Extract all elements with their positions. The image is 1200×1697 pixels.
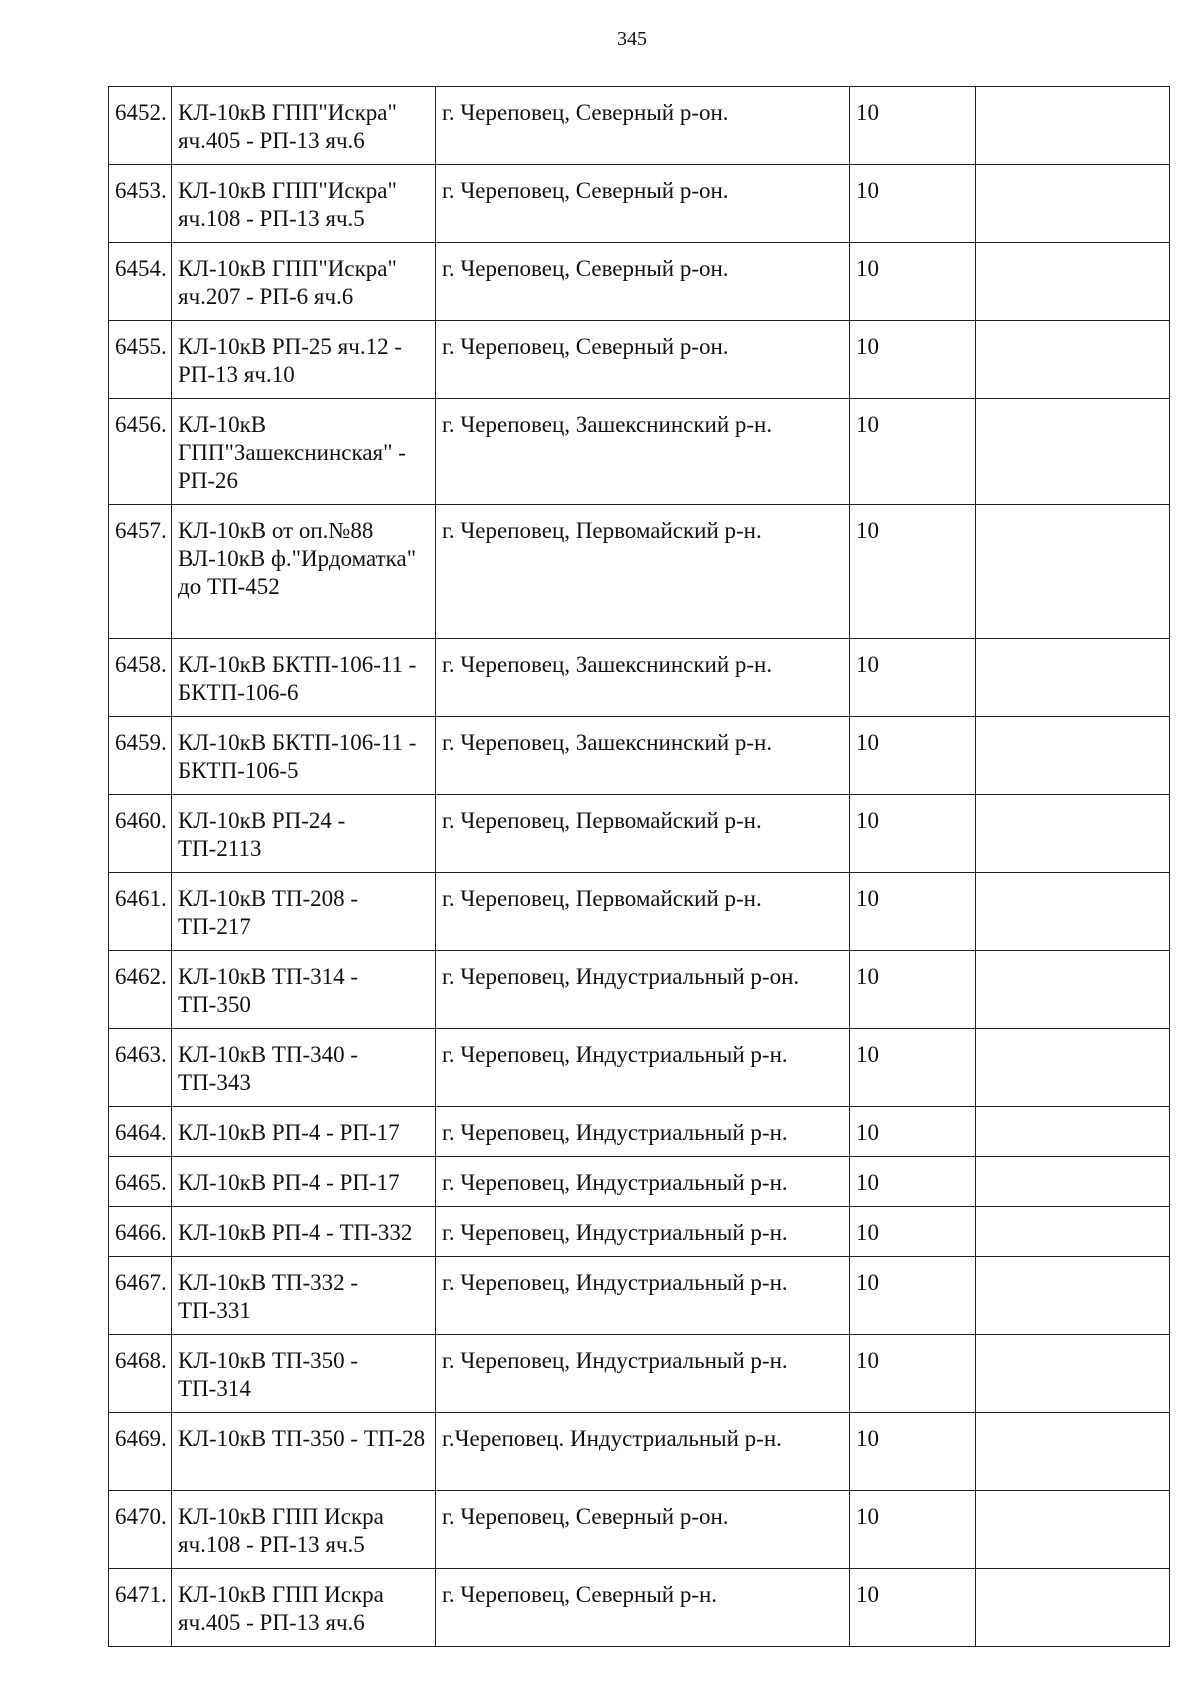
row-number-cell: 6453.	[109, 165, 172, 243]
table-row	[109, 1157, 1170, 1207]
voltage-cell: 10	[850, 1207, 976, 1257]
table-row	[109, 505, 1170, 639]
location-cell: г. Череповец, Зашекснинский р-н.	[436, 639, 850, 717]
notes-cell	[976, 1335, 1170, 1413]
row-number-cell: 6464.	[109, 1107, 172, 1157]
location-cell: г. Череповец, Индустриальный р-н.	[436, 1257, 850, 1335]
table-row	[109, 1491, 1170, 1569]
row-number-cell: 6458.	[109, 639, 172, 717]
voltage-cell: 10	[850, 1569, 976, 1647]
table-row	[109, 243, 1170, 321]
voltage-cell: 10	[850, 717, 976, 795]
table-row	[109, 321, 1170, 399]
table-row	[109, 1029, 1170, 1107]
row-number-cell: 6468.	[109, 1335, 172, 1413]
voltage-cell: 10	[850, 795, 976, 873]
notes-cell	[976, 1107, 1170, 1157]
voltage-cell: 10	[850, 1491, 976, 1569]
table-row	[109, 1207, 1170, 1257]
notes-cell	[976, 321, 1170, 399]
notes-cell	[976, 795, 1170, 873]
line-name-cell: КЛ-10кВ ТП-350 - ТП-28	[172, 1413, 436, 1491]
voltage-cell: 10	[850, 87, 976, 165]
notes-cell	[976, 873, 1170, 951]
row-number-cell: 6471.	[109, 1569, 172, 1647]
line-name-cell: КЛ-10кВ ТП-208 - ТП-217	[172, 873, 436, 951]
line-name-cell: КЛ-10кВ от оп.№88 ВЛ-10кВ ф."Ирдоматка" до ТП-452	[172, 505, 436, 639]
line-name-cell: КЛ-10кВ БКТП-106-11 - БКТП-106-6	[172, 639, 436, 717]
table-row	[109, 717, 1170, 795]
row-number-cell: 6465.	[109, 1157, 172, 1207]
row-number-cell: 6460.	[109, 795, 172, 873]
notes-cell	[976, 1257, 1170, 1335]
voltage-cell: 10	[850, 1257, 976, 1335]
voltage-cell: 10	[850, 243, 976, 321]
row-number-cell: 6456.	[109, 399, 172, 505]
table-row	[109, 873, 1170, 951]
line-name-cell: КЛ-10кВ ГПП"Искра" яч.108 - РП-13 яч.5	[172, 165, 436, 243]
location-cell: г. Череповец, Северный р-он.	[436, 165, 850, 243]
line-name-cell: КЛ-10кВ ГПП Искра яч.108 - РП-13 яч.5	[172, 1491, 436, 1569]
table-row	[109, 87, 1170, 165]
table-row	[109, 1257, 1170, 1335]
row-number-cell: 6463.	[109, 1029, 172, 1107]
voltage-cell: 10	[850, 505, 976, 639]
line-name-cell: КЛ-10кВ ГПП"Искра" яч.207 - РП-6 яч.6	[172, 243, 436, 321]
notes-cell	[976, 639, 1170, 717]
line-name-cell: КЛ-10кВ РП-4 - ТП-332	[172, 1207, 436, 1257]
line-name-cell: КЛ-10кВ ТП-350 - ТП-314	[172, 1335, 436, 1413]
location-cell: г.Череповец. Индустриальный р-н.	[436, 1413, 850, 1491]
row-number-cell: 6461.	[109, 873, 172, 951]
notes-cell	[976, 505, 1170, 639]
voltage-cell: 10	[850, 165, 976, 243]
notes-cell	[976, 87, 1170, 165]
row-number-cell: 6455.	[109, 321, 172, 399]
notes-cell	[976, 165, 1170, 243]
voltage-cell: 10	[850, 399, 976, 505]
location-cell: г. Череповец, Северный р-он.	[436, 321, 850, 399]
line-name-cell: КЛ-10кВ РП-24 - ТП-2113	[172, 795, 436, 873]
line-name-cell: КЛ-10кВ ТП-340 - ТП-343	[172, 1029, 436, 1107]
notes-cell	[976, 1029, 1170, 1107]
location-cell: г. Череповец, Первомайский р-н.	[436, 873, 850, 951]
line-name-cell: КЛ-10кВ РП-4 - РП-17	[172, 1107, 436, 1157]
voltage-cell: 10	[850, 1413, 976, 1491]
location-cell: г. Череповец, Индустриальный р-он.	[436, 951, 850, 1029]
location-cell: г. Череповец, Северный р-н.	[436, 1569, 850, 1647]
row-number-cell: 6466.	[109, 1207, 172, 1257]
voltage-cell: 10	[850, 873, 976, 951]
notes-cell	[976, 1491, 1170, 1569]
row-number-cell: 6469.	[109, 1413, 172, 1491]
voltage-cell: 10	[850, 1107, 976, 1157]
location-cell: г. Череповец, Первомайский р-н.	[436, 795, 850, 873]
row-number-cell: 6454.	[109, 243, 172, 321]
table-row	[109, 1335, 1170, 1413]
location-cell: г. Череповец, Индустриальный р-н.	[436, 1207, 850, 1257]
notes-cell	[976, 717, 1170, 795]
table-row	[109, 639, 1170, 717]
location-cell: г. Череповец, Северный р-он.	[436, 87, 850, 165]
line-name-cell: КЛ-10кВ ТП-332 - ТП-331	[172, 1257, 436, 1335]
notes-cell	[976, 1207, 1170, 1257]
location-cell: г. Череповец, Северный р-он.	[436, 243, 850, 321]
location-cell: г. Череповец, Первомайский р-н.	[436, 505, 850, 639]
voltage-cell: 10	[850, 321, 976, 399]
register-body	[109, 87, 1170, 1647]
row-number-cell: 6459.	[109, 717, 172, 795]
voltage-cell: 10	[850, 1029, 976, 1107]
location-cell: г. Череповец, Индустриальный р-н.	[436, 1157, 850, 1207]
line-name-cell: КЛ-10кВ ГПП Искра яч.405 - РП-13 яч.6	[172, 1569, 436, 1647]
row-number-cell: 6452.	[109, 87, 172, 165]
location-cell: г. Череповец, Зашекснинский р-н.	[436, 399, 850, 505]
location-cell: г. Череповец, Зашекснинский р-н.	[436, 717, 850, 795]
location-cell: г. Череповец, Индустриальный р-н.	[436, 1335, 850, 1413]
line-name-cell: КЛ-10кВ РП-4 - РП-17	[172, 1157, 436, 1207]
line-name-cell: КЛ-10кВ ГПП"Зашекснинская" - РП-26	[172, 399, 436, 505]
table-row	[109, 1413, 1170, 1491]
line-name-cell: КЛ-10кВ БКТП-106-11 - БКТП-106-5	[172, 717, 436, 795]
page-number: 345	[617, 28, 647, 50]
notes-cell	[976, 1569, 1170, 1647]
voltage-cell: 10	[850, 1157, 976, 1207]
table-row	[109, 951, 1170, 1029]
cable-line-register-table	[108, 86, 1170, 1647]
row-number-cell: 6462.	[109, 951, 172, 1029]
location-cell: г. Череповец, Северный р-он.	[436, 1491, 850, 1569]
line-name-cell: КЛ-10кВ ГПП"Искра" яч.405 - РП-13 яч.6	[172, 87, 436, 165]
voltage-cell: 10	[850, 951, 976, 1029]
location-cell: г. Череповец, Индустриальный р-н.	[436, 1107, 850, 1157]
table-row	[109, 795, 1170, 873]
notes-cell	[976, 951, 1170, 1029]
notes-cell	[976, 399, 1170, 505]
row-number-cell: 6467.	[109, 1257, 172, 1335]
voltage-cell: 10	[850, 639, 976, 717]
table-row	[109, 1107, 1170, 1157]
table-row	[109, 1569, 1170, 1647]
voltage-cell: 10	[850, 1335, 976, 1413]
table-row	[109, 165, 1170, 243]
row-number-cell: 6457.	[109, 505, 172, 639]
row-number-cell: 6470.	[109, 1491, 172, 1569]
table-row	[109, 399, 1170, 505]
notes-cell	[976, 1413, 1170, 1491]
notes-cell	[976, 243, 1170, 321]
line-name-cell: КЛ-10кВ РП-25 яч.12 - РП-13 яч.10	[172, 321, 436, 399]
line-name-cell: КЛ-10кВ ТП-314 - ТП-350	[172, 951, 436, 1029]
location-cell: г. Череповец, Индустриальный р-н.	[436, 1029, 850, 1107]
notes-cell	[976, 1157, 1170, 1207]
